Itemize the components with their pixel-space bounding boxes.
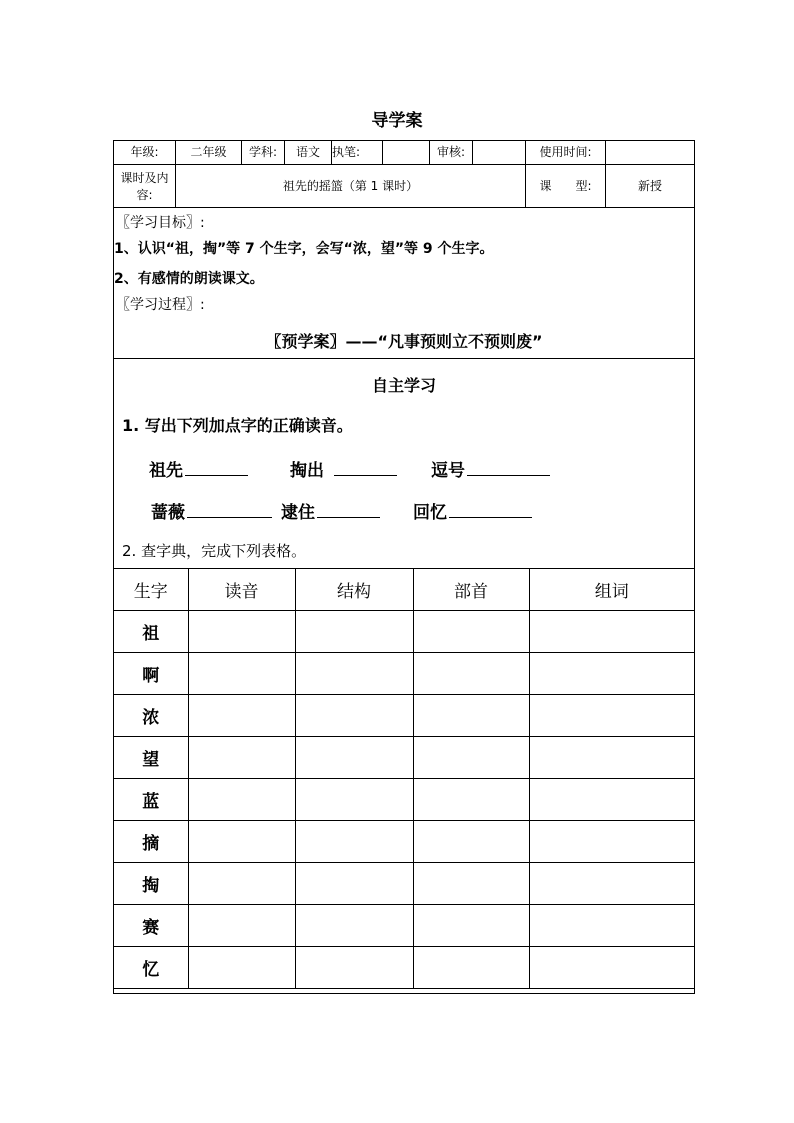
char-cell: 忆 xyxy=(114,947,188,989)
radical-cell[interactable] xyxy=(413,779,529,821)
radical-cell[interactable] xyxy=(413,737,529,779)
reading-cell[interactable] xyxy=(188,611,295,653)
words-cell[interactable] xyxy=(529,611,694,653)
table-row xyxy=(114,695,694,737)
lesson-body xyxy=(113,208,695,994)
char-cell: 啊 xyxy=(114,653,188,695)
lesson-label-line2: 容: xyxy=(136,187,153,202)
structure-cell[interactable] xyxy=(295,737,413,779)
char-cell: 赛 xyxy=(114,905,188,947)
type-label: 课 型: xyxy=(539,179,592,193)
radical-cell[interactable] xyxy=(413,821,529,863)
words-cell[interactable] xyxy=(529,821,694,863)
char-cell: 摘 xyxy=(114,821,188,863)
radical-cell[interactable] xyxy=(413,611,529,653)
subject-label: 学科: xyxy=(248,145,278,159)
words-cell[interactable] xyxy=(529,905,694,947)
word-item xyxy=(431,456,552,481)
header-radical: 部首 xyxy=(413,569,529,611)
table-row xyxy=(114,821,694,863)
answer-blank[interactable] xyxy=(187,516,272,518)
reading-cell[interactable] xyxy=(188,821,295,863)
header-info-table xyxy=(113,140,695,208)
reading-cell[interactable] xyxy=(188,779,295,821)
document-title: 导学案 xyxy=(371,111,423,131)
char-cell: 掏 xyxy=(114,863,188,905)
structure-cell[interactable] xyxy=(295,695,413,737)
process-heading: 〖学习过程〗: xyxy=(116,297,205,313)
answer-blank[interactable] xyxy=(449,516,532,518)
table-row xyxy=(114,611,694,653)
date-label: 使用时间: xyxy=(539,145,592,159)
author-value xyxy=(383,141,429,164)
lesson-value: 祖先的摇篮（第 1 课时） xyxy=(282,179,419,193)
structure-cell[interactable] xyxy=(295,905,413,947)
radical-cell[interactable] xyxy=(413,947,529,989)
task1-text: 1. 写出下列加点字的正确读音。 xyxy=(122,416,353,435)
lesson-label-line1: 课时及内 xyxy=(120,170,169,185)
words-cell[interactable] xyxy=(529,947,694,989)
word-text: 逗号 xyxy=(431,461,465,481)
radical-cell[interactable] xyxy=(413,653,529,695)
structure-cell[interactable] xyxy=(295,863,413,905)
char-cell: 蓝 xyxy=(114,779,188,821)
reading-cell[interactable] xyxy=(188,737,295,779)
date-value xyxy=(606,141,694,164)
radical-cell[interactable] xyxy=(413,695,529,737)
type-value: 新授 xyxy=(637,179,662,193)
answer-blank[interactable] xyxy=(334,474,397,476)
word-text: 回忆 xyxy=(413,503,447,523)
char-cell: 祖 xyxy=(114,611,188,653)
author-label: 执笔: xyxy=(332,145,361,159)
grade-label: 年级: xyxy=(130,145,159,159)
self-study-heading: 自主学习 xyxy=(371,376,436,395)
structure-cell[interactable] xyxy=(295,779,413,821)
word-text: 祖先 xyxy=(149,461,183,481)
word-item xyxy=(149,456,250,481)
structure-cell[interactable] xyxy=(295,611,413,653)
answer-blank[interactable] xyxy=(185,474,248,476)
table-row xyxy=(114,905,694,947)
header-words: 组词 xyxy=(529,569,694,611)
structure-cell[interactable] xyxy=(295,947,413,989)
char-cell: 浓 xyxy=(114,695,188,737)
word-text: 逮住 xyxy=(281,503,315,523)
word-item xyxy=(281,498,382,523)
words-cell[interactable] xyxy=(529,863,694,905)
word-text: 蔷薇 xyxy=(151,503,185,523)
grade-value: 二年级 xyxy=(190,145,227,159)
objective-item-1: 1、认识“祖，掏”等 7 个生字，会写“浓，望”等 9 个生字。 xyxy=(114,241,494,257)
word-item xyxy=(151,498,274,523)
reading-cell[interactable] xyxy=(188,863,295,905)
reading-cell[interactable] xyxy=(188,695,295,737)
words-cell[interactable] xyxy=(529,779,694,821)
table-row xyxy=(114,737,694,779)
table-header-row xyxy=(114,569,694,611)
table-row xyxy=(114,947,694,989)
words-cell[interactable] xyxy=(529,653,694,695)
header-char: 生字 xyxy=(114,569,188,611)
character-table xyxy=(114,568,694,989)
table-row xyxy=(114,863,694,905)
preview-heading: 〖预学案〗——“凡事预则立不预则废” xyxy=(265,332,543,351)
char-cell: 望 xyxy=(114,737,188,779)
header-reading: 读音 xyxy=(188,569,295,611)
table-row xyxy=(114,779,694,821)
table-row xyxy=(114,653,694,695)
header-structure: 结构 xyxy=(295,569,413,611)
answer-blank[interactable] xyxy=(467,474,550,476)
words-cell[interactable] xyxy=(529,695,694,737)
reviewer-label: 审核: xyxy=(436,145,466,159)
answer-blank[interactable] xyxy=(317,516,380,518)
words-cell[interactable] xyxy=(529,737,694,779)
reading-cell[interactable] xyxy=(188,905,295,947)
radical-cell[interactable] xyxy=(413,905,529,947)
objective-item-2: 2、有感情的朗读课文。 xyxy=(114,271,264,287)
reading-cell[interactable] xyxy=(188,947,295,989)
lesson-label xyxy=(114,165,175,208)
reviewer-value xyxy=(473,141,525,164)
word-text: 掏出 xyxy=(290,461,324,481)
task2-text: 2. 查字典，完成下列表格。 xyxy=(122,542,307,560)
word-item xyxy=(413,498,534,523)
objectives-heading: 〖学习目标〗: xyxy=(116,215,205,231)
structure-cell[interactable] xyxy=(295,821,413,863)
radical-cell[interactable] xyxy=(413,863,529,905)
subject-value: 语文 xyxy=(295,145,320,159)
reading-cell[interactable] xyxy=(188,653,295,695)
word-item xyxy=(290,456,399,481)
structure-cell[interactable] xyxy=(295,653,413,695)
